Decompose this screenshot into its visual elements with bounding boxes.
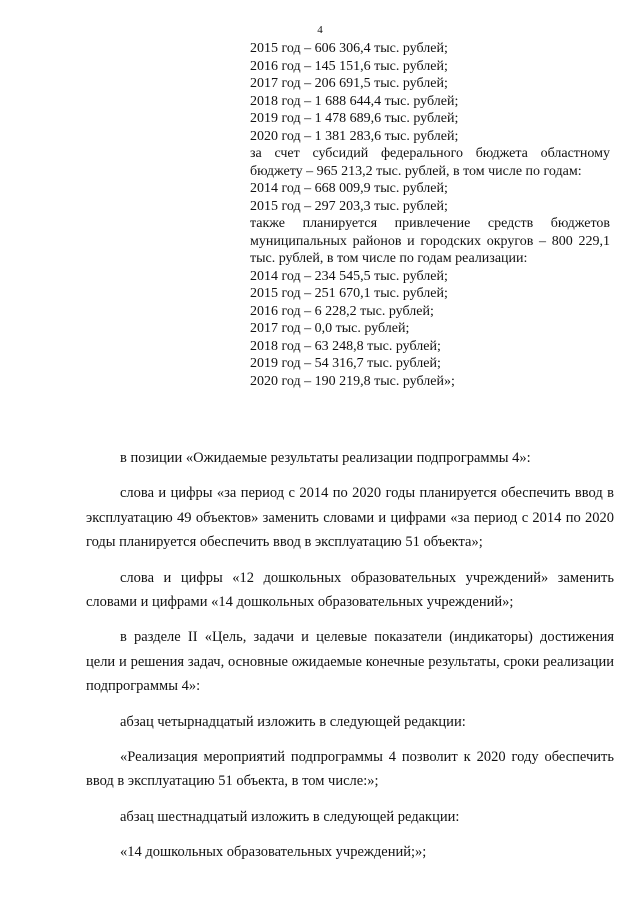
funding-line: 2015 год – 251 670,1 тыс. рублей;: [250, 286, 448, 301]
funding-line: 2018 год – 1 688 644,4 тыс. рублей;: [250, 93, 459, 109]
funding-line: 2016 год – 145 151,6 тыс. рублей;: [250, 58, 448, 74]
paragraph: «Реализация мероприятий подпрограммы 4 позволит к 2020 году обеспечить ввод в эксплуатацию 51 объекта, в том числе:»;: [86, 749, 614, 790]
funding-line: 2016 год – 6 228,2 тыс. рублей;: [250, 303, 434, 319]
funding-line: 2017 год – 0,0 тыс. рублей;: [250, 321, 410, 336]
funding-line: 2014 год – 668 009,9 тыс. рублей;: [250, 181, 448, 196]
funding-line: 2017 год – 206 691,5 тыс. рублей;: [250, 76, 448, 91]
paragraph: абзац четырнадцатый изложить в следующей редакции:: [120, 713, 466, 730]
funding-line: 2020 год – 190 219,8 тыс. рублей»;: [250, 373, 455, 389]
paragraph: абзац шестнадцатый изложить в следующей редакции:: [120, 808, 460, 825]
page-number: 4: [317, 24, 323, 36]
paragraph: в разделе II «Цель, задачи и целевые показатели (индикаторы) достижения цели и решения задач, основные ожидаемые конечные результаты, сроки реализации подпрограммы 4»:: [86, 629, 614, 695]
paragraph: в позиции «Ожидаемые результаты реализации подпрограммы 4»:: [120, 450, 531, 466]
funding-line: 2018 год – 63 248,8 тыс. рублей;: [250, 338, 441, 354]
municipal-funding-text: также планируется привлечение средств бюджетов муниципальных районов и городских округов – 800 229,1 тыс. рублей, в том числе по годам реализации:: [250, 216, 610, 266]
federal-subsidy-text: за счет субсидий федерального бюджета областному бюджету – 965 213,2 тыс. рублей, в том числе по годам:: [250, 146, 610, 179]
funding-line: 2015 год – 297 203,3 тыс. рублей;: [250, 198, 448, 214]
funding-line: 2014 год – 234 545,5 тыс. рублей;: [250, 268, 448, 284]
funding-line: 2019 год – 54 316,7 тыс. рублей;: [250, 356, 441, 371]
amendment-text: [86, 446, 614, 876]
paragraph: слова и цифры «за период с 2014 по 2020 годы планируется обеспечить ввод в эксплуатацию 49 объектов» заменить словами и цифрами «за период с 2014 по 2020 годы планируется обеспечить ввод в эксплуатацию 51 объекта»;: [86, 485, 614, 551]
paragraph: «14 дошкольных образовательных учреждений;»;: [120, 844, 427, 861]
funding-line: 2015 год – 606 306,4 тыс. рублей;: [250, 41, 448, 56]
paragraph: слова и цифры «12 дошкольных образовательных учреждений» заменить словами и цифрами «14 дошкольных образовательных учреждений»;: [86, 569, 614, 611]
funding-line: 2019 год – 1 478 689,6 тыс. рублей;: [250, 111, 459, 126]
funding-line: 2020 год – 1 381 283,6 тыс. рублей;: [250, 128, 459, 144]
funding-column: [250, 40, 610, 390]
